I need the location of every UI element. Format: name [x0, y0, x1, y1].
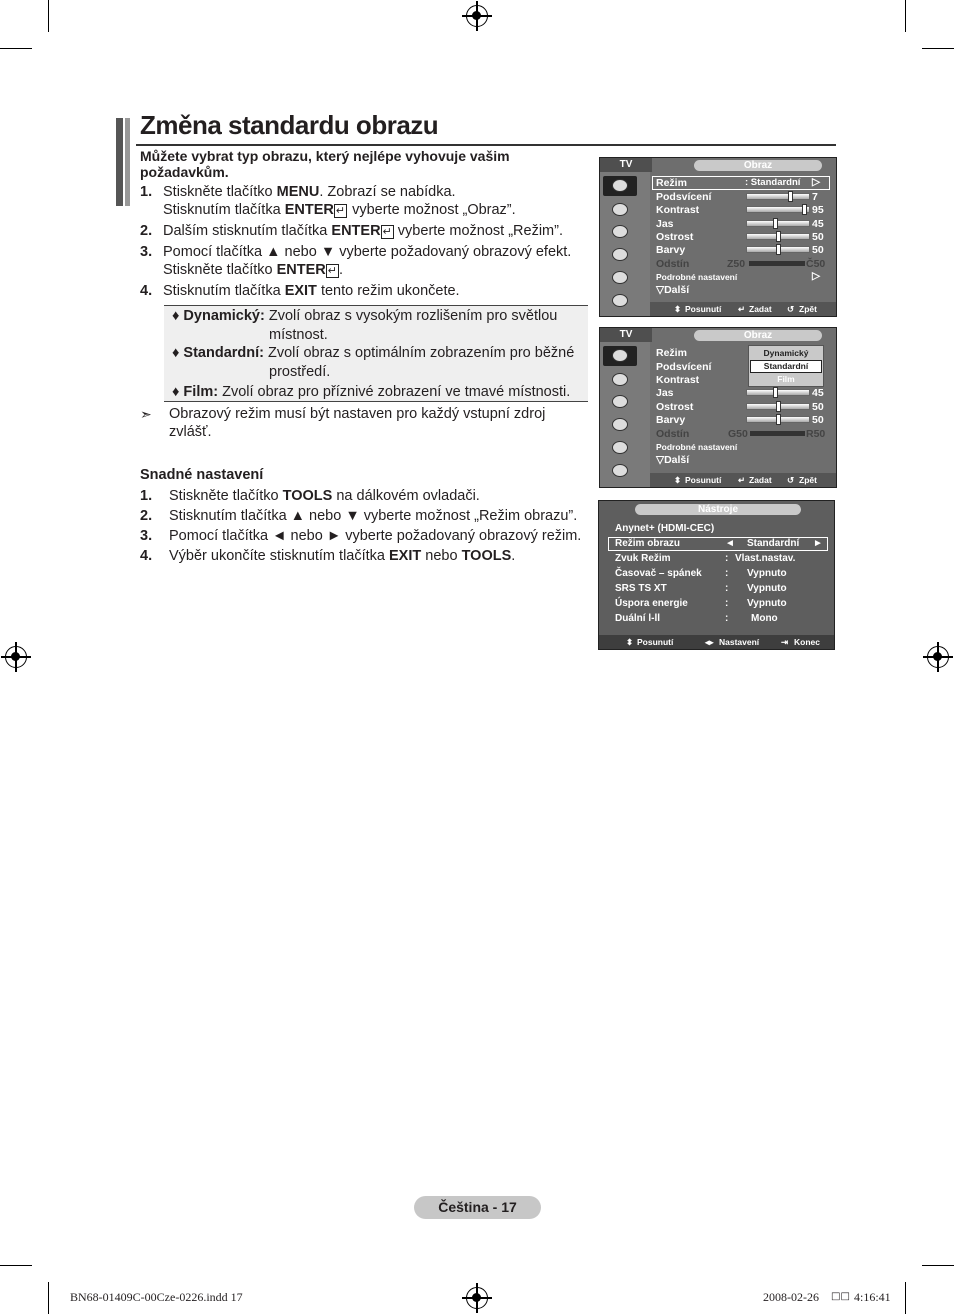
- step: [140, 527, 595, 545]
- osd-picture-menu: [599, 157, 837, 317]
- picture-icon: [603, 176, 637, 196]
- tools-row-value: Vypnuto: [747, 568, 787, 579]
- step-number: 3.: [140, 244, 153, 260]
- step-text: vyberte možnost „Obraz”.: [348, 202, 516, 218]
- move-icon: ⬍: [674, 304, 682, 314]
- crop-mark: [905, 0, 906, 32]
- footer-label: Zpět: [799, 304, 817, 314]
- sound-icon: [603, 370, 637, 390]
- picture-icon: [603, 346, 637, 366]
- slider-knob[interactable]: [802, 204, 807, 215]
- footer-label: Zadat: [749, 304, 772, 314]
- enter-icon: ↵: [335, 205, 346, 217]
- mode-desc: místnost.: [269, 327, 328, 343]
- enter-icon: ↵: [738, 304, 746, 314]
- dropdown-option[interactable]: Dynamický: [763, 348, 809, 358]
- note-arrow-icon: ➣: [140, 406, 152, 422]
- osd-row-label: Kontrast: [656, 204, 700, 216]
- slug-boxes: □□: [831, 1291, 850, 1302]
- move-icon: ⬍: [626, 637, 634, 647]
- osd-row-value: Č50: [806, 258, 826, 270]
- mode-descriptions: [164, 305, 588, 402]
- osd-row-label: Podrobné nastavení: [656, 272, 738, 282]
- enter-icon: ↵: [382, 226, 392, 238]
- osd-row-value: 45: [812, 387, 824, 399]
- step-text: Stisknutím tlačítka ▲ nebo ▼ vyberte možnost „Režim obrazu”.: [169, 508, 578, 524]
- tools-separator: :: [725, 553, 729, 564]
- osd-sidebar: [600, 172, 650, 316]
- easy-steps-list: [140, 487, 595, 567]
- step: [140, 243, 590, 280]
- step-text: tento režim ukončete.: [316, 283, 460, 299]
- channel-icon: [603, 392, 637, 412]
- osd-slider: [746, 206, 810, 213]
- tools-separator: :: [725, 613, 729, 624]
- step-text: Výběr ukončíte stisknutím tlačítka: [169, 548, 390, 564]
- step-text: .: [339, 262, 344, 278]
- osd-header: Obraz: [694, 160, 822, 171]
- step: [140, 183, 590, 220]
- step-number: 4.: [140, 548, 153, 564]
- osd-row-label: Režim: [656, 177, 687, 189]
- key-name: ENTER: [284, 202, 334, 218]
- mode-item: [172, 307, 557, 326]
- mode-item: [172, 344, 574, 363]
- osd-footer: [650, 302, 836, 316]
- osd-row-value: : Standardní: [745, 177, 801, 188]
- slider-knob[interactable]: [773, 218, 778, 229]
- step-text: .: [511, 548, 516, 564]
- crop-mark: [922, 1265, 954, 1266]
- osd-row-value: R50: [806, 428, 826, 440]
- step-number: 4.: [140, 283, 153, 299]
- osd-row-value: Z50: [727, 258, 746, 270]
- osd-row-label: Barvy: [656, 244, 686, 256]
- step-text: . Zobrazí se nabídka.: [319, 184, 456, 200]
- move-icon: ⬍: [674, 475, 682, 485]
- slider-knob[interactable]: [776, 414, 781, 425]
- channel-icon: [603, 222, 637, 242]
- step-text: Stiskněte tlačítko: [163, 262, 277, 278]
- tools-separator: :: [725, 598, 729, 609]
- osd-tools-menu: [598, 500, 835, 650]
- registration-mark-icon: [927, 646, 949, 668]
- dropdown-option[interactable]: Film: [777, 374, 795, 384]
- osd-row-label: Odstín: [656, 258, 690, 270]
- mode-item: [172, 383, 570, 402]
- step-text: nebo: [421, 548, 462, 564]
- tools-row-value: Vypnuto: [747, 583, 787, 594]
- chevron-right-icon: ▷: [812, 270, 821, 282]
- osd-row-label: Kontrast: [656, 374, 700, 386]
- osd-slider: [746, 416, 810, 423]
- osd-row-label: Jas: [656, 218, 674, 230]
- osd-slider: [750, 431, 805, 436]
- osd-slider: [749, 261, 805, 266]
- registration-mark-icon: [466, 5, 488, 27]
- osd-row-label: Podsvícení: [656, 191, 712, 203]
- mode-desc: Zvolí obraz s vysokým rozlišením pro světlou: [264, 308, 558, 324]
- return-icon: ↺: [787, 475, 795, 485]
- note-text: Obrazový režim musí být nastaven pro každý vstupní zdroj zvlášť.: [169, 406, 546, 440]
- footer-label: Zadat: [749, 475, 772, 485]
- step-text: vyberte možnost „Režim”.: [393, 223, 563, 239]
- tools-row-label: Duální l-ll: [615, 613, 660, 624]
- tools-row-value: Vlast.nastav.: [735, 553, 796, 564]
- key-name: ENTER: [276, 262, 326, 278]
- key-name: EXIT: [389, 548, 422, 564]
- enter-icon: ↵: [327, 265, 338, 277]
- step: [140, 282, 590, 300]
- chevron-left-icon: ◄: [725, 538, 735, 549]
- osd-slider: [746, 233, 810, 240]
- osd-header: Nástroje: [635, 504, 801, 515]
- title-accent-bar: [125, 118, 130, 206]
- registration-mark-icon: [5, 646, 27, 668]
- tools-row-label: SRS TS XT: [615, 583, 667, 594]
- tools-row-label: Režim obrazu: [615, 538, 681, 549]
- step-number: 1.: [140, 184, 153, 200]
- sound-icon: [603, 200, 637, 220]
- footer-label: Konec: [794, 637, 820, 647]
- tools-row-value: Vypnuto: [747, 598, 787, 609]
- crop-mark: [922, 48, 954, 49]
- mode-name: ♦ Film:: [172, 384, 219, 400]
- step: [140, 507, 595, 525]
- step-number: 3.: [140, 528, 153, 544]
- step: [140, 547, 595, 565]
- slider-knob[interactable]: [776, 401, 781, 412]
- osd-row-value: 45: [812, 218, 824, 230]
- tools-separator: :: [725, 568, 729, 579]
- key-name: TOOLS: [282, 488, 333, 504]
- tools-row-label: Úspora energie: [615, 598, 688, 609]
- osd-row-label: Ostrost: [656, 401, 694, 413]
- support-icon: [603, 461, 637, 481]
- osd-row-value: 50: [812, 414, 824, 426]
- tools-row-label: Časovač – spánek: [615, 568, 702, 579]
- exit-icon: ⇥: [781, 637, 789, 647]
- footer-label: Posunutí: [637, 637, 674, 647]
- footer-label: Zpět: [799, 475, 817, 485]
- osd-row-label: ▽Další: [656, 454, 690, 466]
- mode-desc: Zvolí obraz pro příznivé zobrazení ve tmavé místnosti.: [218, 384, 571, 400]
- return-icon: ↺: [787, 304, 795, 314]
- slider-knob[interactable]: [776, 231, 781, 242]
- osd-slider: [746, 246, 810, 253]
- support-icon: [603, 291, 637, 311]
- chevron-right-icon: ▷: [812, 176, 821, 188]
- page-title: Změna standardu obrazu: [140, 110, 439, 140]
- key-name: ENTER: [331, 223, 381, 239]
- osd-row-value: 50: [812, 244, 824, 256]
- mode-desc: prostředí.: [269, 364, 331, 380]
- crop-mark: [0, 1265, 32, 1266]
- osd-row-label: Jas: [656, 387, 674, 399]
- crop-mark: [48, 1282, 49, 1314]
- step: [140, 222, 590, 241]
- step-number: 2.: [140, 223, 153, 239]
- crop-mark: [905, 1282, 906, 1314]
- input-icon: [603, 268, 637, 288]
- step-text: Stiskněte tlačítko: [163, 184, 277, 200]
- osd-row-value: G50: [728, 428, 748, 440]
- tools-row-value: Standardní: [747, 538, 800, 549]
- slug-date: 2008-02-26: [763, 1290, 819, 1304]
- footer-label: Posunutí: [685, 304, 722, 314]
- tools-row-label: Anynet+ (HDMI-CEC): [615, 523, 715, 534]
- tools-separator: :: [725, 583, 729, 594]
- title-divider: [136, 144, 836, 146]
- input-icon: [603, 438, 637, 458]
- slug-file: BN68-01409C-00Cze-0226.indd 17: [70, 1290, 243, 1304]
- adjust-icon: ◂▸: [705, 637, 714, 647]
- slug-time: 4:16:41: [854, 1290, 891, 1304]
- step: [140, 487, 595, 505]
- step-text: na dálkovém ovladači.: [332, 488, 480, 504]
- slider-knob[interactable]: [776, 244, 781, 255]
- chevron-right-icon: ►: [813, 538, 823, 549]
- osd-row-label: Režim: [656, 347, 687, 359]
- tools-footer: [599, 635, 834, 649]
- enter-icon: ↵: [738, 475, 746, 485]
- title-accent-bar: [116, 118, 123, 206]
- osd-slider: [746, 193, 810, 200]
- footer-label: Posunutí: [685, 475, 722, 485]
- footer-label: Nastavení: [719, 637, 760, 647]
- crop-mark: [48, 0, 49, 32]
- step-number: 1.: [140, 488, 153, 504]
- mode-desc: Zvolí obraz s optimálním zobrazením pro běžné: [263, 345, 575, 361]
- step-text: Pomocí tlačítka ▲ nebo ▼ vyberte požadovaný obrazový efekt.: [163, 244, 572, 260]
- dropdown-option-selected[interactable]: Standardní: [750, 360, 822, 373]
- osd-header: Obraz: [694, 330, 822, 341]
- step-text: Stiskněte tlačítko: [169, 488, 283, 504]
- osd-row-value: 50: [812, 401, 824, 413]
- osd-picture-mode-menu: [599, 327, 837, 488]
- tools-row-label: Zvuk Režim: [615, 553, 671, 564]
- step-text: Stisknutím tlačítka: [163, 202, 285, 218]
- step-text: Dalším stisknutím tlačítka: [163, 223, 332, 239]
- slider-knob[interactable]: [773, 387, 778, 398]
- key-name: MENU: [276, 184, 320, 200]
- osd-row-value: 95: [812, 204, 824, 216]
- step-number: 2.: [140, 508, 153, 524]
- slider-knob[interactable]: [788, 191, 793, 202]
- osd-row-label: Ostrost: [656, 231, 694, 243]
- setup-icon: [603, 415, 637, 435]
- section-title: Snadné nastavení: [140, 467, 264, 483]
- note: [140, 405, 580, 441]
- tools-row-value: Mono: [751, 613, 778, 624]
- mode-name: ♦ Dynamický:: [172, 308, 265, 324]
- osd-footer: [650, 473, 836, 487]
- osd-row-label: Odstín: [656, 428, 690, 440]
- osd-row-label: Podsvícení: [656, 361, 712, 373]
- mode-dropdown: [748, 345, 824, 387]
- osd-tab-tv: TV: [600, 328, 652, 342]
- osd-tab-tv: TV: [600, 158, 652, 172]
- osd-slider: [746, 389, 810, 396]
- step-text: Stisknutím tlačítka: [163, 283, 285, 299]
- osd-sidebar: [600, 342, 650, 487]
- osd-slider: [746, 403, 810, 410]
- crop-mark: [0, 48, 32, 49]
- step-text: Pomocí tlačítka ◄ nebo ► vyberte požadovaný obrazový režim.: [169, 528, 582, 544]
- page-number: Čeština - 17: [414, 1196, 541, 1219]
- mode-name: ♦ Standardní:: [172, 345, 264, 361]
- osd-slider: [746, 220, 810, 227]
- steps-list: [140, 183, 590, 302]
- intro-text: Můžete vybrat typ obrazu, který nejlépe vyhovuje vašim požadavkům.: [140, 148, 510, 180]
- osd-row-value: 50: [812, 231, 824, 243]
- key-name: TOOLS: [461, 548, 512, 564]
- osd-row-label: Podrobné nastavení: [656, 442, 738, 452]
- key-name: EXIT: [284, 283, 317, 299]
- setup-icon: [603, 245, 637, 265]
- registration-mark-icon: [466, 1287, 488, 1309]
- osd-row-label: ▽Další: [656, 284, 690, 296]
- osd-row-value: 7: [812, 191, 818, 203]
- osd-row-label: Barvy: [656, 414, 686, 426]
